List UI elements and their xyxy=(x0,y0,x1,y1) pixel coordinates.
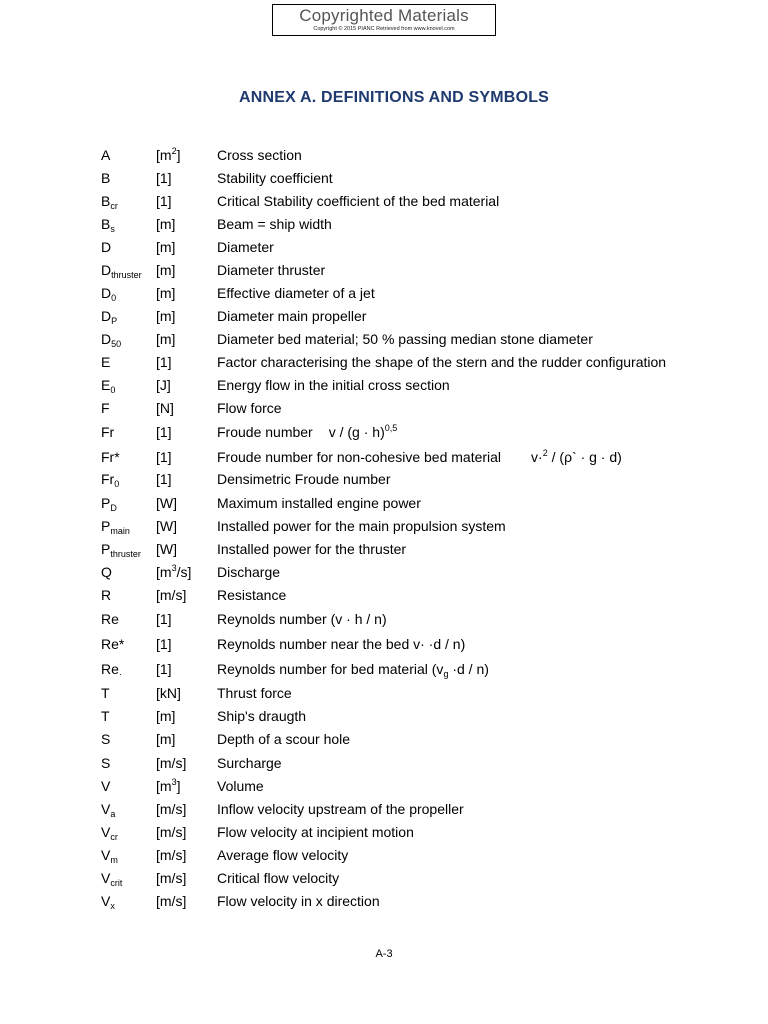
unit-text: [m xyxy=(156,147,172,163)
unit-cell xyxy=(156,446,172,469)
symbol-row xyxy=(0,658,768,681)
symbol-text: Re xyxy=(101,611,119,627)
unit-text: [m/s] xyxy=(156,587,187,603)
description-end: ·d / n) xyxy=(448,661,489,677)
description-text: Energy flow in the initial cross section xyxy=(217,377,450,393)
unit-end: /s] xyxy=(176,564,192,580)
description-cell xyxy=(217,821,414,844)
unit-cell xyxy=(156,167,172,190)
symbol-cell xyxy=(101,515,130,538)
unit-cell xyxy=(156,682,181,705)
unit-text: [1] xyxy=(156,193,172,209)
symbol-subscript: x xyxy=(110,901,115,911)
description-text: Critical flow velocity xyxy=(217,870,340,886)
description-cell xyxy=(217,351,666,374)
symbol-cell xyxy=(101,446,120,469)
symbol-text: S xyxy=(101,731,111,747)
description-text: Flow velocity at incipient motion xyxy=(217,824,414,840)
description-cell xyxy=(217,728,350,751)
unit-cell xyxy=(156,259,175,282)
unit-text: [1] xyxy=(156,424,172,440)
symbol-subscript: cr xyxy=(110,201,118,211)
symbol-cell xyxy=(101,282,116,305)
unit-cell xyxy=(156,890,186,913)
symbol-subscript: 0 xyxy=(111,293,117,303)
unit-text: [W] xyxy=(156,495,177,511)
unit-cell xyxy=(156,584,186,607)
description-text: Installed power for the main propulsion system xyxy=(217,518,506,534)
description-cell xyxy=(217,468,391,491)
symbol-row xyxy=(0,397,768,420)
symbol-cell xyxy=(101,397,110,420)
description-text: Discharge xyxy=(217,564,281,580)
description-cell xyxy=(217,213,332,236)
symbol-row xyxy=(0,468,768,491)
symbol-text: B xyxy=(101,170,111,186)
unit-cell xyxy=(156,867,186,890)
symbol-text: Fr* xyxy=(101,449,120,465)
unit-cell xyxy=(156,190,172,213)
stamp-subtitle: Copyright © 2015 PIANC Retrieved from www.knovel.com xyxy=(313,26,455,32)
description-cell xyxy=(217,561,280,584)
description-text: Depth of a scour hole xyxy=(217,731,351,747)
symbol-row xyxy=(0,608,768,631)
description-text: Cross section xyxy=(217,147,302,163)
symbol-row xyxy=(0,890,768,913)
unit-cell xyxy=(156,633,172,656)
stamp-title: Copyrighted Materials xyxy=(299,6,469,25)
description-cell xyxy=(217,167,333,190)
unit-text: [1] xyxy=(156,636,172,652)
symbol-row xyxy=(0,538,768,561)
symbol-cell xyxy=(101,821,118,844)
description-cell xyxy=(217,844,348,867)
symbol-row xyxy=(0,633,768,656)
unit-cell xyxy=(156,798,186,821)
unit-cell xyxy=(156,397,174,420)
unit-text: [m] xyxy=(156,708,176,724)
unit-cell xyxy=(156,705,175,728)
symbol-cell xyxy=(101,844,118,867)
description-text: Critical Stability coefficient of the bed material xyxy=(217,193,500,209)
symbol-row xyxy=(0,682,768,705)
symbol-subscript: main xyxy=(110,526,130,536)
description-text: Ship's draugth xyxy=(217,708,307,724)
symbol-subscript: 0 xyxy=(110,385,116,395)
description-subscript: g xyxy=(443,669,449,679)
description-text: Diameter thruster xyxy=(217,262,326,278)
symbol-cell xyxy=(101,633,124,656)
description-text: Volume xyxy=(217,778,264,794)
description-cell xyxy=(217,282,375,305)
description-text: Installed power for the thruster xyxy=(217,541,407,557)
symbol-row xyxy=(0,844,768,867)
formula-superscript: 2 xyxy=(542,448,548,458)
symbol-row xyxy=(0,446,768,469)
unit-text: [m] xyxy=(156,285,176,301)
unit-text: [W] xyxy=(156,541,177,557)
symbol-cell xyxy=(101,167,110,190)
symbol-subscript: · xyxy=(118,669,122,679)
description-cell xyxy=(217,236,274,259)
symbol-cell xyxy=(101,374,115,397)
symbol-cell xyxy=(101,798,115,821)
formula-end: / (ρ` · g · d) xyxy=(547,449,622,465)
symbol-cell xyxy=(101,728,110,751)
unit-text: [1] xyxy=(156,471,172,487)
description-text: Diameter main propeller xyxy=(217,308,367,324)
unit-text: [m/s] xyxy=(156,870,187,886)
symbol-text: B xyxy=(101,216,111,232)
unit-text: [m xyxy=(156,778,172,794)
description-cell xyxy=(217,328,593,351)
unit-cell xyxy=(156,844,186,867)
symbol-row xyxy=(0,167,768,190)
symbol-subscript: D xyxy=(110,503,117,513)
description-cell xyxy=(217,798,464,821)
symbol-row xyxy=(0,728,768,751)
unit-text: [m] xyxy=(156,731,176,747)
unit-superscript: 3 xyxy=(171,777,177,787)
page-title: ANNEX A. DEFINITIONS AND SYMBOLS xyxy=(238,89,550,106)
formula xyxy=(329,424,398,440)
symbol-cell xyxy=(101,351,110,374)
unit-text: [J] xyxy=(156,377,171,393)
unit-text: [m] xyxy=(156,308,176,324)
description-text: Inflow velocity upstream of the propeller xyxy=(217,801,464,817)
symbol-text: V xyxy=(101,893,111,909)
unit-end: ] xyxy=(176,147,181,163)
symbol-row xyxy=(0,421,768,444)
symbol-row xyxy=(0,282,768,305)
symbol-text: A xyxy=(101,147,111,163)
unit-cell xyxy=(156,468,172,491)
description-cell xyxy=(217,144,302,167)
symbol-text: D xyxy=(101,239,112,255)
symbol-row xyxy=(0,190,768,213)
symbol-text: R xyxy=(101,587,112,603)
symbol-cell xyxy=(101,682,110,705)
description-cell xyxy=(217,608,387,631)
unit-cell xyxy=(156,328,175,351)
description-cell xyxy=(217,397,282,420)
unit-superscript: 2 xyxy=(171,146,177,156)
unit-cell xyxy=(156,561,191,584)
symbol-row xyxy=(0,775,768,798)
symbol-row xyxy=(0,328,768,351)
symbol-text: E xyxy=(101,377,111,393)
description-cell xyxy=(217,584,286,607)
symbol-cell xyxy=(101,144,110,167)
description-text: Average flow velocity xyxy=(217,847,349,863)
unit-text: [1] xyxy=(156,661,172,677)
description-cell xyxy=(217,259,325,282)
symbol-cell xyxy=(101,421,114,444)
description-text: Froude number for non-cohesive bed material xyxy=(217,449,502,465)
symbol-text: F xyxy=(101,400,110,416)
description-text: Effective diameter of a jet xyxy=(217,285,375,301)
symbol-row xyxy=(0,351,768,374)
unit-cell xyxy=(156,538,177,561)
description-text: Froude number xyxy=(217,424,313,440)
description-text: Reynolds number for bed material (v xyxy=(217,661,444,677)
unit-cell xyxy=(156,775,180,798)
symbol-cell xyxy=(101,658,122,681)
description-text: Maximum installed engine power xyxy=(217,495,421,511)
formula-superscript: 0,5 xyxy=(384,423,398,433)
page-number: A-3 xyxy=(375,948,393,960)
description-cell xyxy=(217,374,450,397)
symbol-text: T xyxy=(101,685,110,701)
symbol-text: E xyxy=(101,354,111,370)
unit-cell xyxy=(156,492,177,515)
symbol-text: V xyxy=(101,847,111,863)
symbol-text: Q xyxy=(101,564,112,580)
unit-cell xyxy=(156,752,186,775)
symbol-row xyxy=(0,584,768,607)
symbol-text: P xyxy=(101,541,111,557)
symbol-subscript: s xyxy=(110,224,115,234)
unit-text: [m/s] xyxy=(156,847,187,863)
symbol-text: V xyxy=(101,870,111,886)
symbol-cell xyxy=(101,190,118,213)
unit-cell xyxy=(156,821,186,844)
unit-cell xyxy=(156,144,180,167)
symbol-cell xyxy=(101,305,117,328)
description-cell xyxy=(217,867,339,890)
unit-text: [N] xyxy=(156,400,174,416)
unit-cell xyxy=(156,351,172,374)
description-cell xyxy=(217,752,282,775)
symbol-text: P xyxy=(101,518,111,534)
description-text: Flow force xyxy=(217,400,282,416)
symbol-text: Re xyxy=(101,661,119,677)
description-text: Stability coefficient xyxy=(217,170,333,186)
unit-cell xyxy=(156,282,175,305)
description-text: Flow velocity in x direction xyxy=(217,893,380,909)
symbol-row xyxy=(0,259,768,282)
symbol-subscript: thruster xyxy=(110,549,141,559)
description-cell xyxy=(217,446,622,469)
symbol-row xyxy=(0,144,768,167)
formula-text: v· xyxy=(531,449,543,465)
description-cell xyxy=(217,515,506,538)
unit-text: [m/s] xyxy=(156,755,187,771)
symbol-subscript: a xyxy=(110,809,116,819)
symbol-cell xyxy=(101,213,115,236)
symbol-cell xyxy=(101,328,121,351)
symbol-row xyxy=(0,867,768,890)
symbol-text: V xyxy=(101,801,111,817)
unit-cell xyxy=(156,658,172,681)
unit-text: [m] xyxy=(156,239,176,255)
symbol-subscript: cr xyxy=(110,832,118,842)
symbol-text: D xyxy=(101,308,112,324)
symbol-row xyxy=(0,492,768,515)
unit-cell xyxy=(156,213,175,236)
symbol-text: D xyxy=(101,331,112,347)
symbol-cell xyxy=(101,584,111,607)
unit-text: [W] xyxy=(156,518,177,534)
unit-text: [kN] xyxy=(156,685,181,701)
unit-text: [m] xyxy=(156,262,176,278)
symbol-text: D xyxy=(101,285,112,301)
symbol-text: V xyxy=(101,824,111,840)
description-cell xyxy=(217,633,465,656)
unit-superscript: 3 xyxy=(171,563,177,573)
symbol-text: T xyxy=(101,708,110,724)
symbol-cell xyxy=(101,468,119,491)
symbol-row xyxy=(0,515,768,538)
symbol-cell xyxy=(101,492,117,515)
unit-text: [1] xyxy=(156,354,172,370)
unit-cell xyxy=(156,608,172,631)
description-cell xyxy=(217,658,489,681)
symbol-subscript: thruster xyxy=(111,270,142,280)
symbol-row xyxy=(0,213,768,236)
description-text: Diameter bed material; 50 % passing median stone diameter xyxy=(217,331,593,347)
symbol-cell xyxy=(101,236,111,259)
unit-text: [m/s] xyxy=(156,801,187,817)
unit-cell xyxy=(156,305,175,328)
symbol-text: S xyxy=(101,755,111,771)
symbol-cell xyxy=(101,608,119,631)
symbol-row xyxy=(0,821,768,844)
symbol-row xyxy=(0,374,768,397)
description-cell xyxy=(217,492,421,515)
symbol-subscript: m xyxy=(110,855,118,865)
unit-text: [m] xyxy=(156,216,176,232)
symbol-row xyxy=(0,236,768,259)
symbol-subscript: 50 xyxy=(111,339,122,349)
symbol-row xyxy=(0,561,768,584)
description-cell xyxy=(217,775,264,798)
unit-text: [m/s] xyxy=(156,893,187,909)
description-cell xyxy=(217,305,366,328)
symbol-row xyxy=(0,705,768,728)
symbol-subscript: 0 xyxy=(114,479,120,489)
description-cell xyxy=(217,705,306,728)
unit-text: [m] xyxy=(156,331,176,347)
unit-text: [1] xyxy=(156,611,172,627)
symbol-text: P xyxy=(101,495,111,511)
symbol-text: B xyxy=(101,193,111,209)
symbol-text: Fr xyxy=(101,471,115,487)
copyright-stamp xyxy=(272,4,496,36)
symbol-text: Re* xyxy=(101,636,125,652)
description-text: Thrust force xyxy=(217,685,292,701)
symbol-row xyxy=(0,752,768,775)
description-cell xyxy=(217,890,380,913)
unit-text: [m/s] xyxy=(156,824,187,840)
description-text: Diameter xyxy=(217,239,274,255)
description-cell xyxy=(217,538,406,561)
description-cell xyxy=(217,421,397,444)
unit-cell xyxy=(156,421,172,444)
symbol-subscript: crit xyxy=(110,878,123,888)
symbol-cell xyxy=(101,775,110,798)
description-cell xyxy=(217,682,292,705)
description-cell xyxy=(217,190,499,213)
formula-text: v / (g · h) xyxy=(328,424,385,440)
symbol-row xyxy=(0,798,768,821)
symbol-cell xyxy=(101,867,122,890)
unit-text: [1] xyxy=(156,449,172,465)
symbol-text: V xyxy=(101,778,111,794)
symbol-row xyxy=(0,305,768,328)
description-text: Resistance xyxy=(217,587,287,603)
unit-end: ] xyxy=(176,778,181,794)
unit-cell xyxy=(156,374,171,397)
symbol-cell xyxy=(101,538,141,561)
symbol-cell xyxy=(101,890,115,913)
description-text: Beam = ship width xyxy=(217,216,332,232)
description-text: Reynolds number near the bed v· ·d / n) xyxy=(217,636,466,652)
symbol-text: D xyxy=(101,262,112,278)
symbol-cell xyxy=(101,752,110,775)
formula xyxy=(531,449,622,465)
description-text: Densimetric Froude number xyxy=(217,471,391,487)
symbol-cell xyxy=(101,705,110,728)
description-text: Reynolds number (v · h / n) xyxy=(217,611,387,627)
symbol-text: Fr xyxy=(101,424,115,440)
description-text: Factor characterising the shape of the stern and the rudder configuration xyxy=(217,354,667,370)
unit-cell xyxy=(156,515,177,538)
description-text: Surcharge xyxy=(217,755,282,771)
unit-cell xyxy=(156,728,175,751)
symbol-cell xyxy=(101,561,112,584)
symbol-subscript: P xyxy=(111,316,118,326)
symbol-cell xyxy=(101,259,142,282)
unit-text: [m xyxy=(156,564,172,580)
unit-text: [1] xyxy=(156,170,172,186)
unit-cell xyxy=(156,236,175,259)
